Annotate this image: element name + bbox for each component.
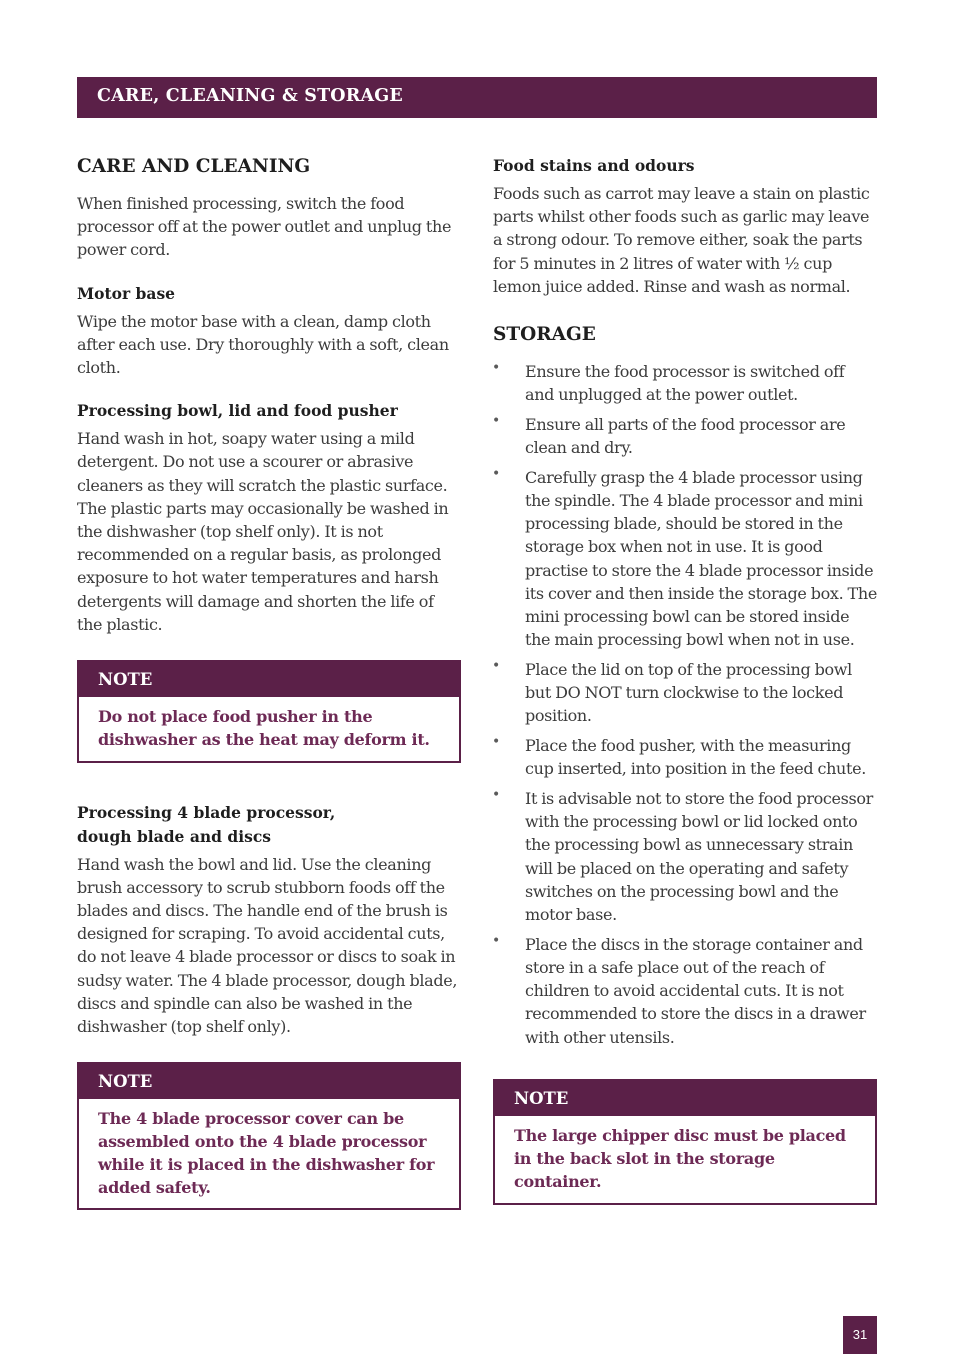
bullet-icon: • — [492, 465, 501, 482]
bullet-icon: • — [492, 734, 501, 751]
blade-heading — [77, 801, 461, 849]
bullet-icon: • — [492, 786, 501, 803]
note-text: The 4 blade processor cover can be assembled onto the 4 blade processor while it is placed in the dishwasher for added safety. — [98, 1109, 435, 1197]
bowl-text: Hand wash in hot, soapy water using a mild detergent. Do not use a scourer or abrasive cleaners as they will scratch the plastic surface. The plastic parts may occasionally be washed in the dishwasher (top shelf only). It is not recommended on a regular basis, as prolonged exposure to hot water temperatures and harsh detergents will damage and shorten the life of the plastic. — [77, 429, 449, 634]
blade-text: Hand wash the bowl and lid. Use the cleaning brush accessory to scrub stubborn foods off the blades and discs. The handle end of the brush is designed for scraping. To avoid accidental cuts, do not leave 4 blade processor or discs to soak in sudsy water. The 4 blade processor, dough blade, discs and spindle can also be washed in the dishwasher (top shelf only). — [77, 854, 458, 1037]
motor-base-heading: Motor base — [77, 283, 176, 303]
list-item: • Place the food pusher, with the measuring cup inserted, into position in the feed chute. — [492, 734, 866, 779]
list-item: • Carefully grasp the 4 blade processor using the spindle. The 4 blade processor and mini processing blade, should be stored in the storage box when not in use. It is good practise to store the 4 blade processor inside its cover and then inside the storage box. The mini processing bowl can be stored inside the main processing bowl when not in use. — [492, 465, 877, 650]
left-column — [77, 154, 461, 1210]
list-item: • Ensure all parts of the food processor are clean and dry. — [492, 412, 846, 458]
section-header-title: CARE, CLEANING & STORAGE — [97, 86, 403, 106]
storage-list — [493, 360, 877, 1049]
note-box-pusher — [77, 660, 461, 763]
list-item: • Place the discs in the storage container and store in a safe place out of the reach of children to avoid accidental cuts. It is not recommended to store the discs in a drawer with other utensils. — [492, 932, 866, 1047]
bullet-icon: • — [492, 657, 501, 674]
stains-text: Foods such as carrot may leave a stain on plastic parts whilst other foods such as garlic may leave a strong odour. To remove either, soak the parts for 5 minutes in 2 litres of water with ½ cup lemon juice added. Rinse and wash as normal. — [493, 184, 870, 296]
blade-heading-line2: dough blade and discs — [77, 826, 271, 846]
bowl-heading: Processing bowl, lid and food pusher — [77, 401, 398, 421]
list-item: • Ensure the food processor is switched off and unplugged at the power outlet. — [492, 360, 845, 405]
note-label: NOTE — [495, 1081, 875, 1116]
list-item: • It is advisable not to store the food processor with the processing bowl or lid locked onto the processing bowl as unnecessary strain will be placed on the operating and safety switches on the processing bowl and the motor base. — [492, 786, 873, 924]
section-header-bar — [77, 77, 877, 118]
stains-heading: Food stains and odours — [493, 156, 695, 175]
bullet-icon: • — [492, 412, 501, 429]
note-label: NOTE — [79, 662, 459, 697]
bullet-icon: • — [492, 360, 501, 377]
care-cleaning-heading: CARE AND CLEANING — [77, 156, 311, 177]
note-text: The large chipper disc must be placed in the back slot in the storage container. — [514, 1126, 846, 1191]
note-box-chipper — [493, 1079, 877, 1204]
blade-heading-line1: Processing 4 blade processor, — [77, 802, 336, 822]
list-item: • Place the lid on top of the processing bowl but DO NOT turn clockwise to the locked position. — [492, 657, 852, 726]
bullet-icon: • — [492, 932, 501, 949]
storage-heading: STORAGE — [493, 324, 596, 346]
motor-base-text: Wipe the motor base with a clean, damp cloth after each use. Dry thoroughly with a soft, clean cloth. — [77, 311, 449, 378]
note-box-cover — [77, 1062, 461, 1210]
note-text: Do not place food pusher in the dishwasher as the heat may deform it. — [98, 707, 430, 749]
right-column — [493, 154, 877, 1205]
note-label: NOTE — [79, 1064, 459, 1099]
page-number: 31 — [843, 1316, 877, 1354]
care-intro-text: When finished processing, switch the food processor off at the power outlet and unplug the power cord. — [77, 194, 452, 260]
